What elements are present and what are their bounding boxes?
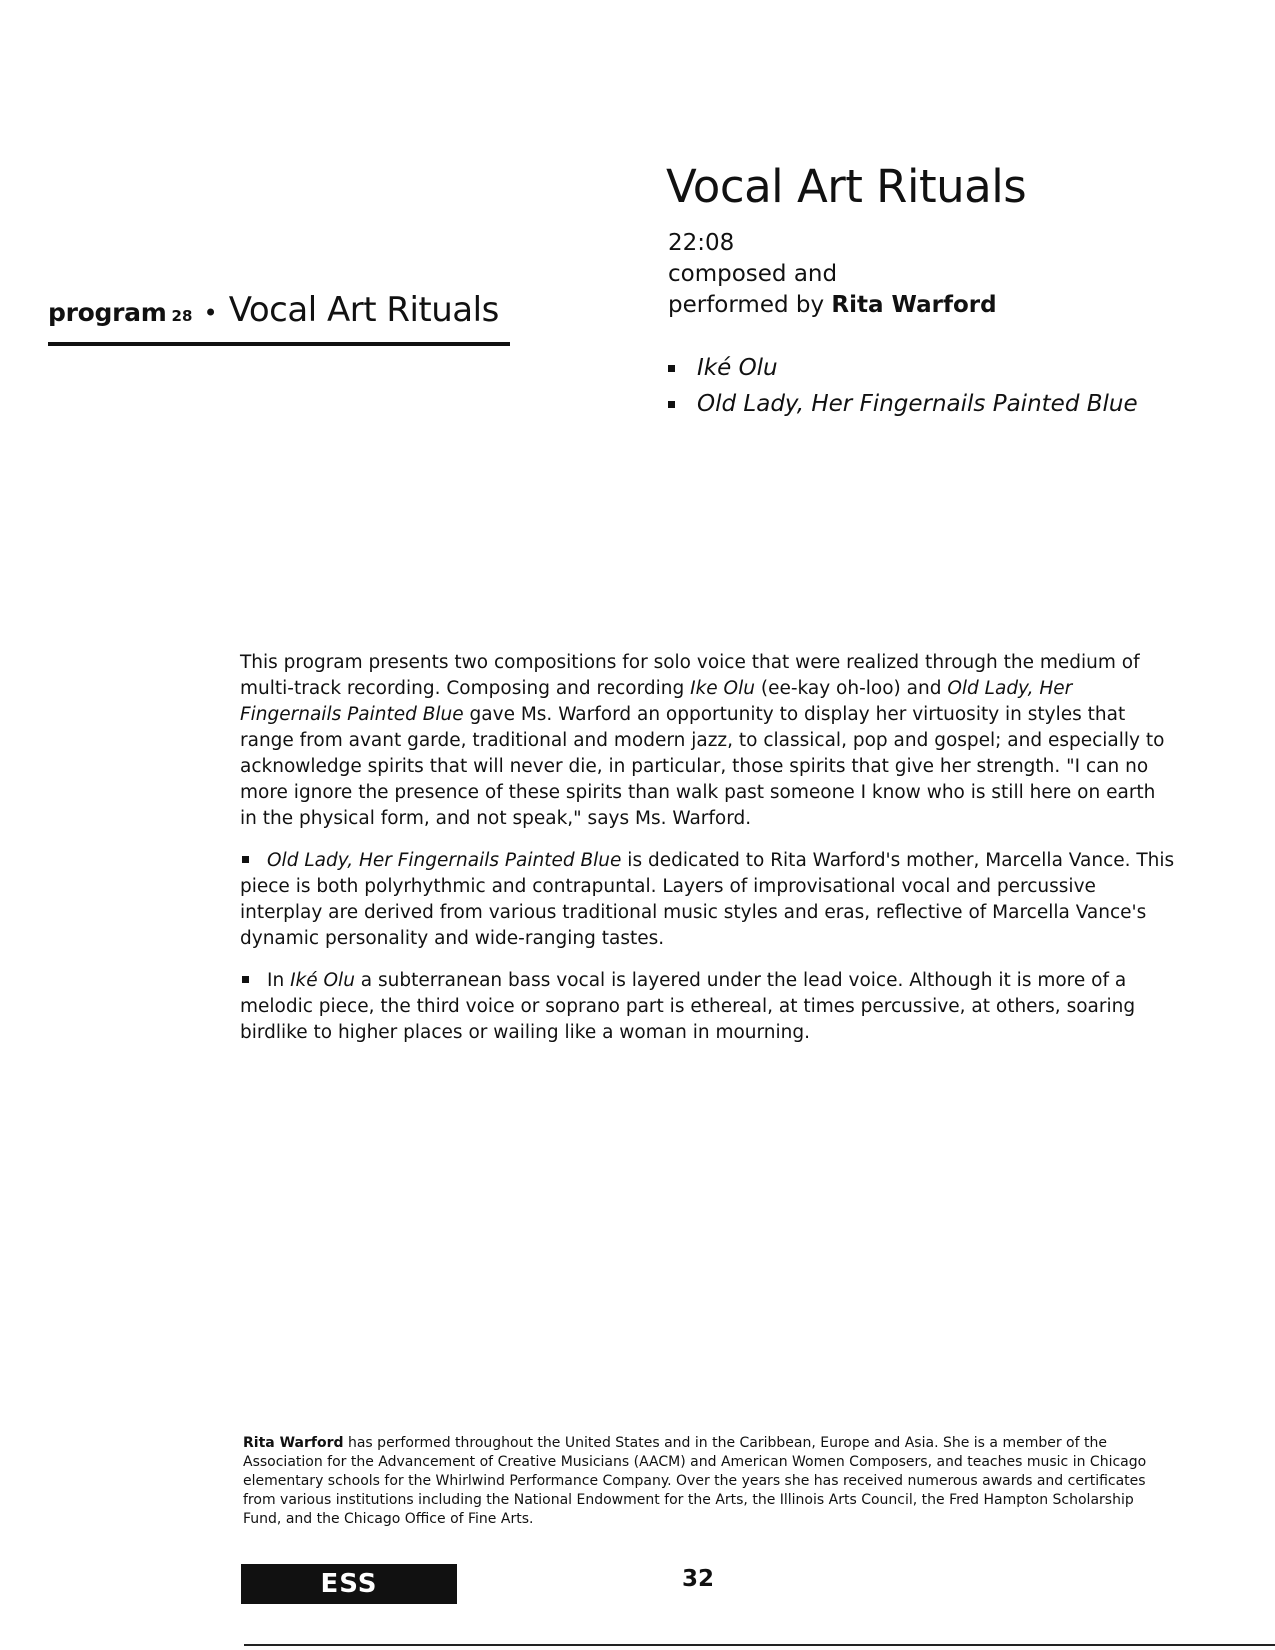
track-title: Old Lady, Her Fingernails Painted Blue: [697, 391, 1138, 417]
credits-block: [668, 228, 997, 321]
text-run: gave Ms. Warford an opportunity to display her virtuosity in styles that range from avant garde, traditional and modern jazz, to classical, pop and gospel; and especially to acknowledge spirits that will never die, in particular, those spirits that give her strength. "I can no more ignore the presence of these spirits than walk past someone I know who is still here on earth in the physical form, and not speak," says Ms. Warford.: [240, 704, 1165, 829]
track-item: [668, 386, 1138, 422]
square-bullet-icon: [668, 401, 675, 408]
paragraph-old-lady: [240, 848, 1175, 952]
program-label: program: [48, 298, 167, 327]
bio-name: Rita Warford: [243, 1435, 344, 1451]
square-bullet-icon: [668, 365, 675, 372]
text-run: a subterranean bass vocal is layered under the lead voice. Although it is more of a melodic piece, the third voice or soprano part is ethereal, at times percussive, at others, soaring birdlike to higher places or wailing like a woman in mourning.: [240, 970, 1136, 1043]
ess-label-box: ESS: [241, 1564, 457, 1604]
heading-rule: [48, 342, 510, 346]
bottom-rule: [244, 1644, 1275, 1646]
text-run: (ee-kay oh-loo) and: [754, 678, 948, 699]
credit-performed-by: performed by: [668, 292, 825, 318]
text-run: is dedicated to Rita Warford's mother, Marcella Vance. This piece is both polyrhythmic and contrapuntal. Layers of improvisational vocal and percussive interplay are derived from various traditional music styles and eras, reflective of Marcella Vance's dynamic personality and wide-ranging tastes.: [240, 850, 1175, 949]
square-bullet-icon: [242, 856, 249, 863]
square-bullet-icon: [242, 976, 249, 983]
program-separator: •: [203, 299, 218, 327]
credit-line-1: composed and: [668, 261, 838, 287]
text-run: In: [267, 970, 291, 991]
program-title: Vocal Art Rituals: [228, 290, 499, 330]
text-run: This program presents two compositions for solo voice that were realized through the medium of multi-track recording. Composing and recording: [240, 652, 1140, 699]
track-title: Iké Olu: [697, 355, 778, 381]
page-number: 32: [681, 1566, 714, 1592]
program-description: [240, 650, 1175, 1062]
credit-line-2: [668, 290, 997, 321]
italic-title: Iké Olu: [290, 970, 355, 991]
paragraph-ike-olu: [240, 968, 1175, 1046]
italic-title: Old Lady, Her Fingernails Painted Blue: [240, 678, 1073, 725]
page-title: Vocal Art Rituals: [666, 160, 1027, 213]
duration: 22:08: [668, 230, 735, 256]
artist-name: Rita Warford: [831, 292, 997, 318]
paragraph-intro: [240, 650, 1175, 832]
track-list: [668, 350, 1138, 422]
italic-title: Old Lady, Her Fingernails Painted Blue: [267, 850, 622, 871]
artist-bio: [243, 1434, 1148, 1529]
track-item: [668, 350, 1138, 386]
bio-text: has performed throughout the United States and in the Caribbean, Europe and Asia. She is a member of the Association for the Advancement of Creative Musicians (AACM) and American Women Composers, and teaches music in Chicago elementary schools for the Whirlwind Performance Company. Over the years she has received numerous awards and certificates from various institutions including the National Endowment for the Arts, the Illinois Arts Council, the Fred Hampton Scholarship Fund, and the Chicago Office of Fine Arts.: [243, 1435, 1147, 1527]
italic-title: Ike Olu: [690, 678, 755, 699]
program-heading: [48, 290, 510, 330]
program-number: 28: [171, 307, 193, 325]
